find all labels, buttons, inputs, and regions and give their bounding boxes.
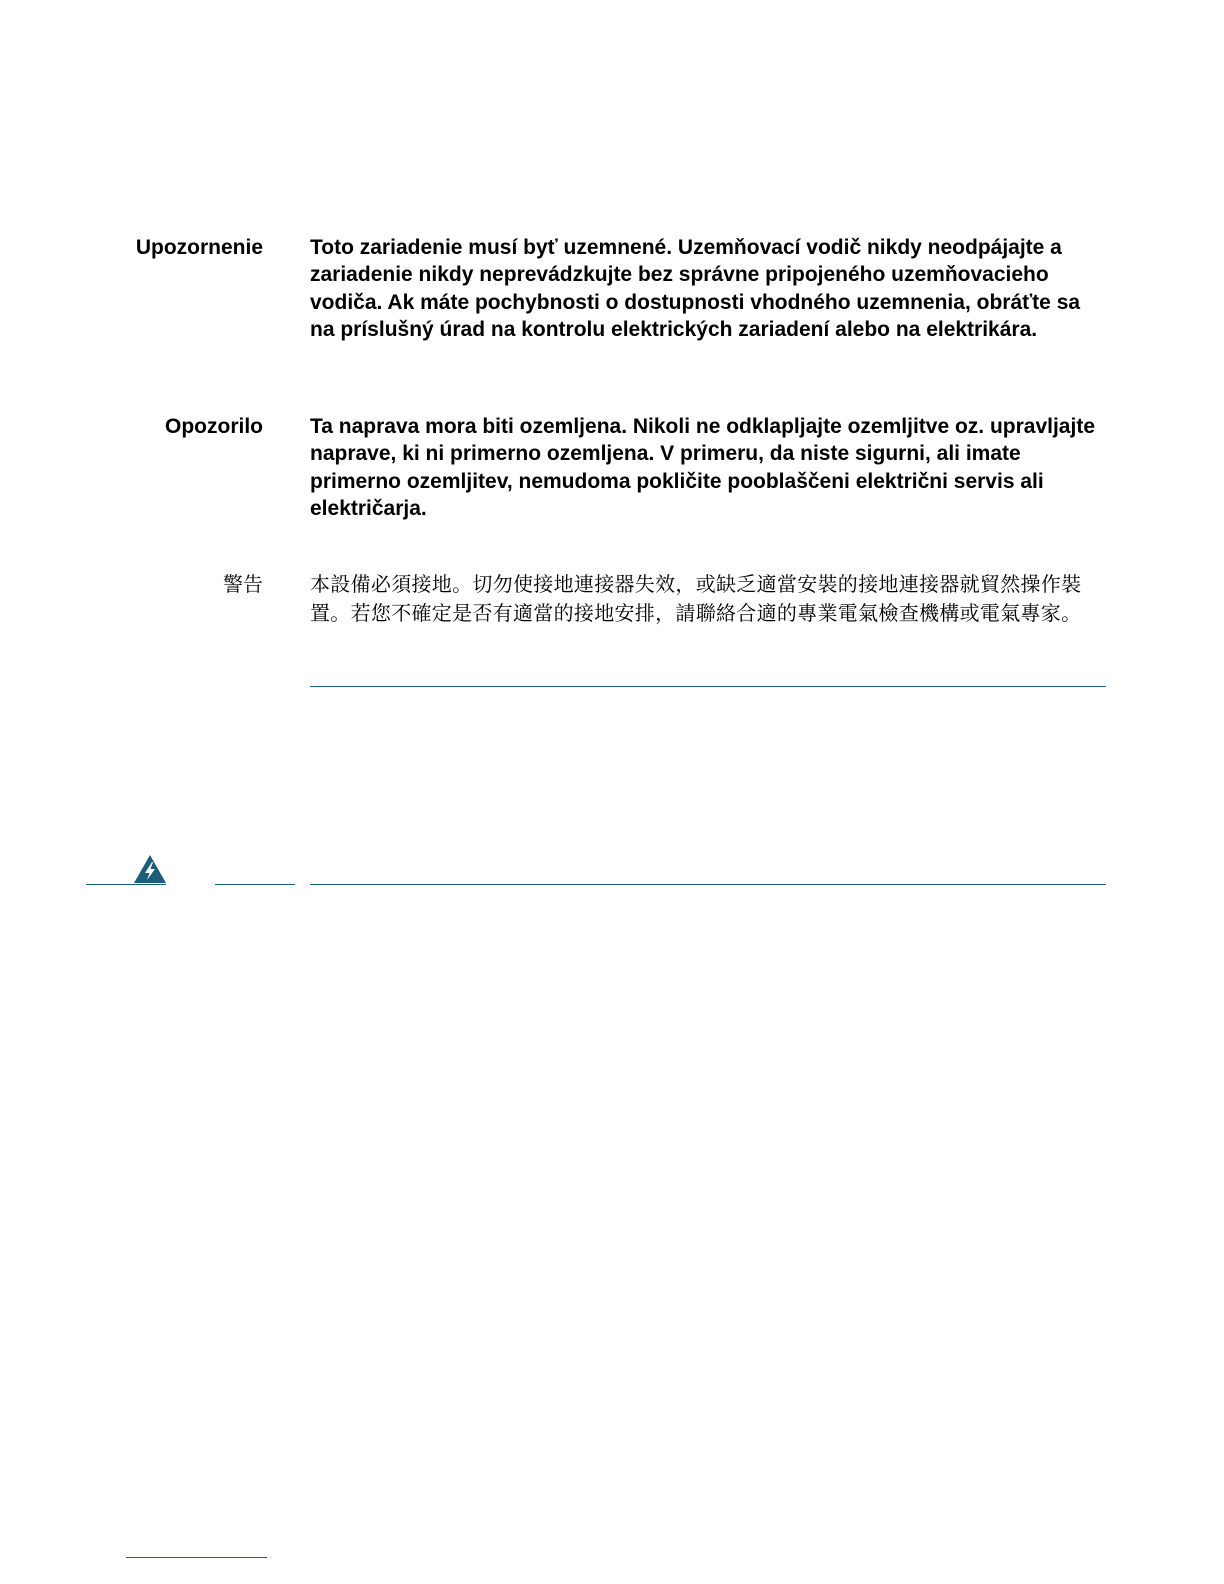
warning-rule-left	[86, 884, 166, 885]
warning-rule-main	[310, 884, 1106, 885]
warning-text: 本設備必須接地。切勿使接地連接器失效，或缺乏適當安裝的接地連接器就貿然操作裝置。若您不確定是否有適當的接地安排，請聯絡合適的專業電氣檢查機構或電氣專家。	[310, 572, 1082, 625]
warning-label: Opozorilo	[165, 415, 263, 438]
warning-rule-label	[215, 884, 295, 885]
footer-rule	[126, 1557, 267, 1558]
section-end-rule	[310, 686, 1106, 687]
warning-triangle-lightning-icon	[133, 854, 167, 884]
warning-text: Ta naprava mora biti ozemljena. Nikoli ne odklapljajte ozemljitve oz. upravljajte naprave, ki ni primerno ozemljena. V primeru, da niste sigurni, ali imate primerno ozemljitev, nemudoma pokličite pooblaščeni električni servis ali električarja.	[310, 415, 1095, 521]
warning-label: 警告	[223, 572, 263, 596]
warning-label: Upozornenie	[135, 236, 263, 259]
warning-text: Toto zariadenie musí byť uzemnené. Uzemňovací vodič nikdy neodpájajte a zariadenie nikdy neprevádzkujte bez správne pripojeného uzemňovacieho vodiča. Ak máte pochybnosti o dostupnosti vhodného uzemnenia, obráťte sa na príslušný úrad na kontrolu elektrických zariadení alebo na elektrikára.	[310, 236, 1081, 342]
